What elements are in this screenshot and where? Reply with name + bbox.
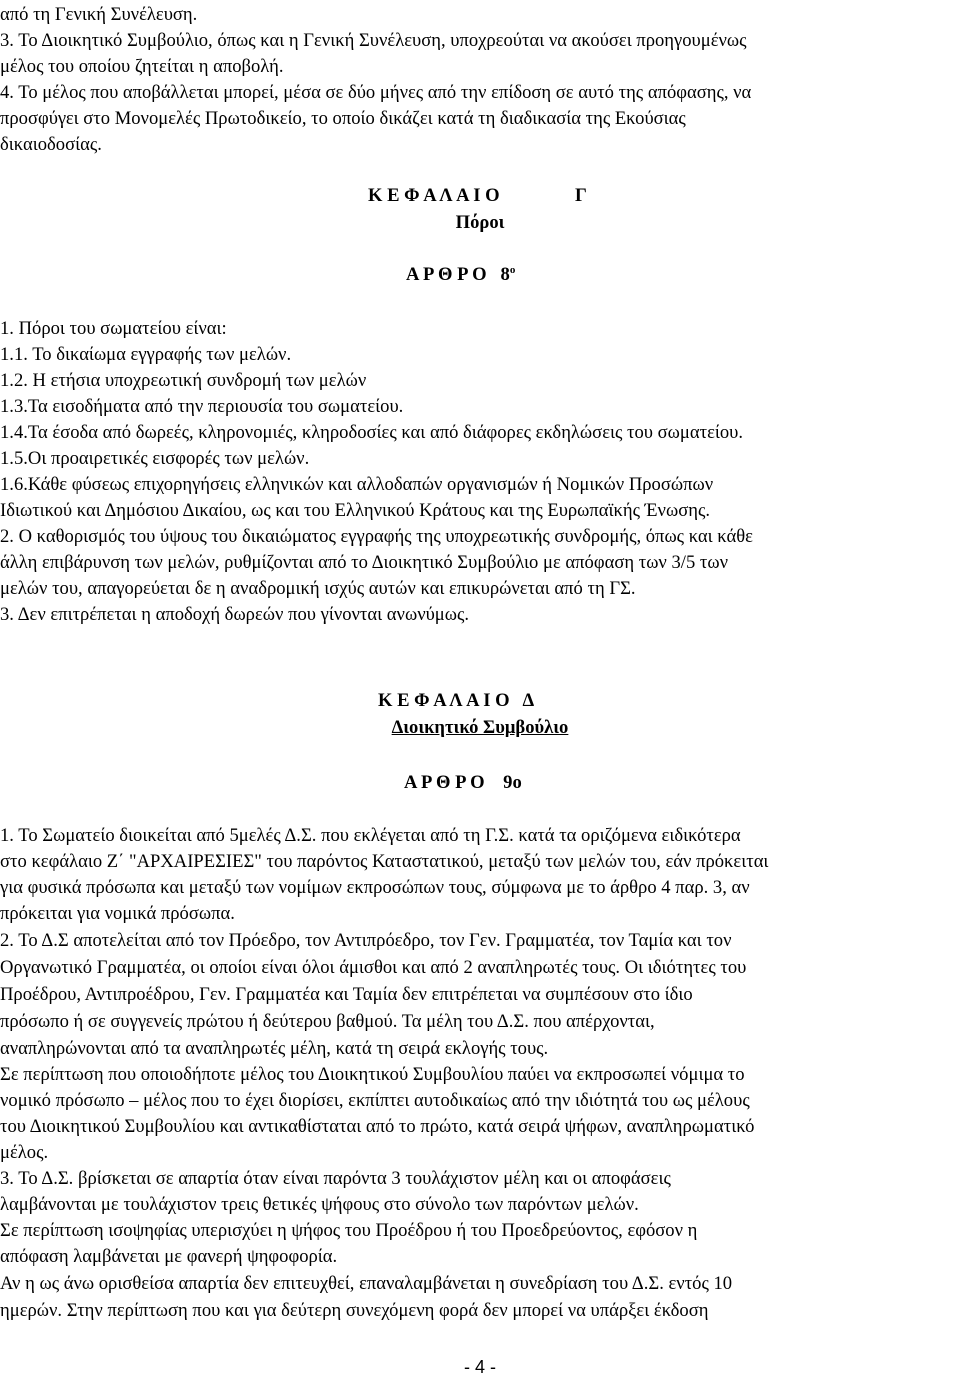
article-9-line: απόφαση λαμβάνεται με φανερή ψηφοφορία. [0, 1246, 338, 1267]
article-9-line: Σε περίπτωση ισοψηφίας υπερισχύει η ψήφος του Προέδρου ή του Προεδρεύοντος, εφόσον η [0, 1220, 698, 1241]
article-8-line: 1.2. Η ετήσια υποχρεωτική συνδρομή των μελών [0, 370, 367, 391]
intro-line: προσφύγει στο Μονομελές Πρωτοδικείο, το οποίο δικάζει κατά τη διαδικασία της Εκούσιας [0, 108, 686, 129]
article-9-line: 1. Το Σωματείο διοικείται από 5μελές Δ.Σ. που εκλέγεται από τη Γ.Σ. κατά τα οριζόμενα ειδικότερα [0, 825, 741, 846]
chapter-c-letter: Γ [575, 185, 587, 206]
chapter-c-heading: Κ Ε Φ Α Λ Α Ι Ο [368, 185, 500, 206]
article-number-suffix: ο [509, 263, 516, 276]
article-8-line: άλλη επιβάρυνση των μελών, ρυθμίζονται από το Διοικητικό Συμβούλιο με απόφαση των 3/5 των [0, 552, 729, 573]
article-8-line: μελών του, απαγορεύεται δε η αναδρομική ισχύς αυτών και επικυρώνεται από τη ΓΣ. [0, 578, 636, 599]
intro-line: 3. Το Διοικητικό Συμβούλιο, όπως και η Γενική Συνέλευση, υποχρεούται να ακούσει προηγουμένως [0, 30, 747, 51]
article-9-line: 2. Το Δ.Σ αποτελείται από τον Πρόεδρο, τον Αντιπρόεδρο, τον Γεν. Γραμματέα, τον Ταμία και τον [0, 930, 732, 951]
article-9-line: 3. Το Δ.Σ. βρίσκεται σε απαρτία όταν είναι παρόντα 3 τουλάχιστον μέλη και οι αποφάσεις [0, 1168, 671, 1189]
article-9-line: στο κεφάλαιο Ζ΄ "ΑΡΧΑΙΡΕΣΙΕΣ" του παρόντος Καταστατικού, μεταξύ των μελών του, εάν πρόκειται [0, 851, 769, 872]
article-9-line: λαμβάνονται με τουλάχιστον τρεις θετικές ψήφους στο σύνολο των παρόντων μελών. [0, 1194, 639, 1215]
article-9-line: ημερών. Στην περίπτωση που και για δεύτερη συνεχόμενη φορά δεν μπορεί να υπάρξει έκδοση [0, 1300, 709, 1321]
article-8-line: 1.5.Οι προαιρετικές εισφορές των μελών. [0, 448, 310, 469]
article-9-line: για φυσικά πρόσωπα και μεταξύ των νομίμων εκπροσώπων τους, σύμφωνα με το άρθρο 4 παρ. 3, αν [0, 877, 750, 898]
page-number: - 4 - [463, 1357, 496, 1377]
article-8-line: 3. Δεν επιτρέπεται η αποδοχή δωρεών που γίνονται ανωνύμως. [0, 604, 470, 625]
article-9-heading: Α Ρ Θ Ρ Ο 9ο [404, 772, 522, 793]
article-8-line: Ιδιωτικού και Δημόσιου Δικαίου, ως και του Ελληνικού Κράτους και της Ευρωπαϊκής Ένωσης. [0, 500, 710, 521]
article-8-line: 1.6.Κάθε φύσεως επιχορηγήσεις ελληνικών και αλλοδαπών οργανισμών ή Νομικών Προσώπων [0, 474, 714, 495]
article-9-line: μέλος. [0, 1142, 49, 1163]
article-9-line: του Διοικητικού Συμβουλίου και αντικαθίσταται από το πρώτο, κατά σειρά ψήφων, αναπληρωματικό [0, 1116, 755, 1137]
article-9-line: αναπληρώνονται από τα αναπληρωτές μέλη, κατά τη σειρά εκλογής τους. [0, 1038, 549, 1059]
chapter-d-heading: Κ Ε Φ Α Λ Α Ι Ο Δ [378, 690, 535, 711]
article-8-line: 1.4.Τα έσοδα από δωρεές, κληρονομιές, κληροδοσίες και από διάφορες εκδηλώσεις του σωματείου. [0, 422, 744, 443]
article-8-line: 2. Ο καθορισμός του ύψους του δικαιώματος εγγραφής της υποχρεωτικής συνδρομής, όπως και κάθε [0, 526, 753, 547]
article-8-line: 1.1. Το δικαίωμα εγγραφής των μελών. [0, 344, 292, 365]
chapter-d-title: Διοικητικό Συμβούλιο [391, 717, 569, 738]
article-number: 8 [500, 264, 510, 285]
intro-line: μέλος του οποίου ζητείται η αποβολή. [0, 56, 284, 77]
article-9-line: Σε περίπτωση που οποιοδήποτε μέλος του Διοικητικού Συμβουλίου παύει να εκπροσωπεί νόμιμα το [0, 1064, 745, 1085]
article-8-line: 1.3.Τα εισοδήματα από την περιουσία του σωματείου. [0, 396, 404, 417]
article-9-line: πρόσωπο ή σε συγγενείς πρώτου ή δεύτερου βαθμού. Τα μέλη του Δ.Σ. που απέρχονται, [0, 1011, 655, 1032]
article-9-line: νομικό πρόσωπο – μέλος που το έχει διορίσει, εκπίπτει αυτοδικαίως από την ιδιότητά του ως μέλους [0, 1090, 750, 1111]
article-label: Α Ρ Θ Ρ Ο [406, 264, 487, 285]
article-9-line: Προέδρου, Αντιπροέδρου, Γεν. Γραμματέα και Ταμία δεν επιτρέπεται να συμπέσουν στο ίδιο [0, 984, 693, 1005]
article-9-line: Οργανωτικό Γραμματέα, οι οποίοι είναι όλοι άμισθοι και από 2 αναπληρωτές τους. Οι ιδιότητες του [0, 957, 747, 978]
intro-line: από τη Γενική Συνέλευση. [0, 4, 198, 25]
article-9-line: Αν η ως άνω ορισθείσα απαρτία δεν επιτευχθεί, επαναλαμβάνεται η συνεδρίαση του Δ.Σ. εντός 10 [0, 1273, 733, 1294]
article-9-line: πρόκειται για νομικά πρόσωπα. [0, 903, 235, 924]
intro-line: δικαιοδοσίας. [0, 134, 102, 155]
article-8-heading [406, 262, 606, 288]
intro-line: 4. Το μέλος που αποβάλλεται μπορεί, μέσα σε δύο μήνες από την επίδοση σε αυτό της απόφασης, να [0, 82, 752, 103]
chapter-c-title: Πόροι [455, 212, 505, 233]
article-8-line: 1. Πόροι του σωματείου είναι: [0, 318, 227, 339]
